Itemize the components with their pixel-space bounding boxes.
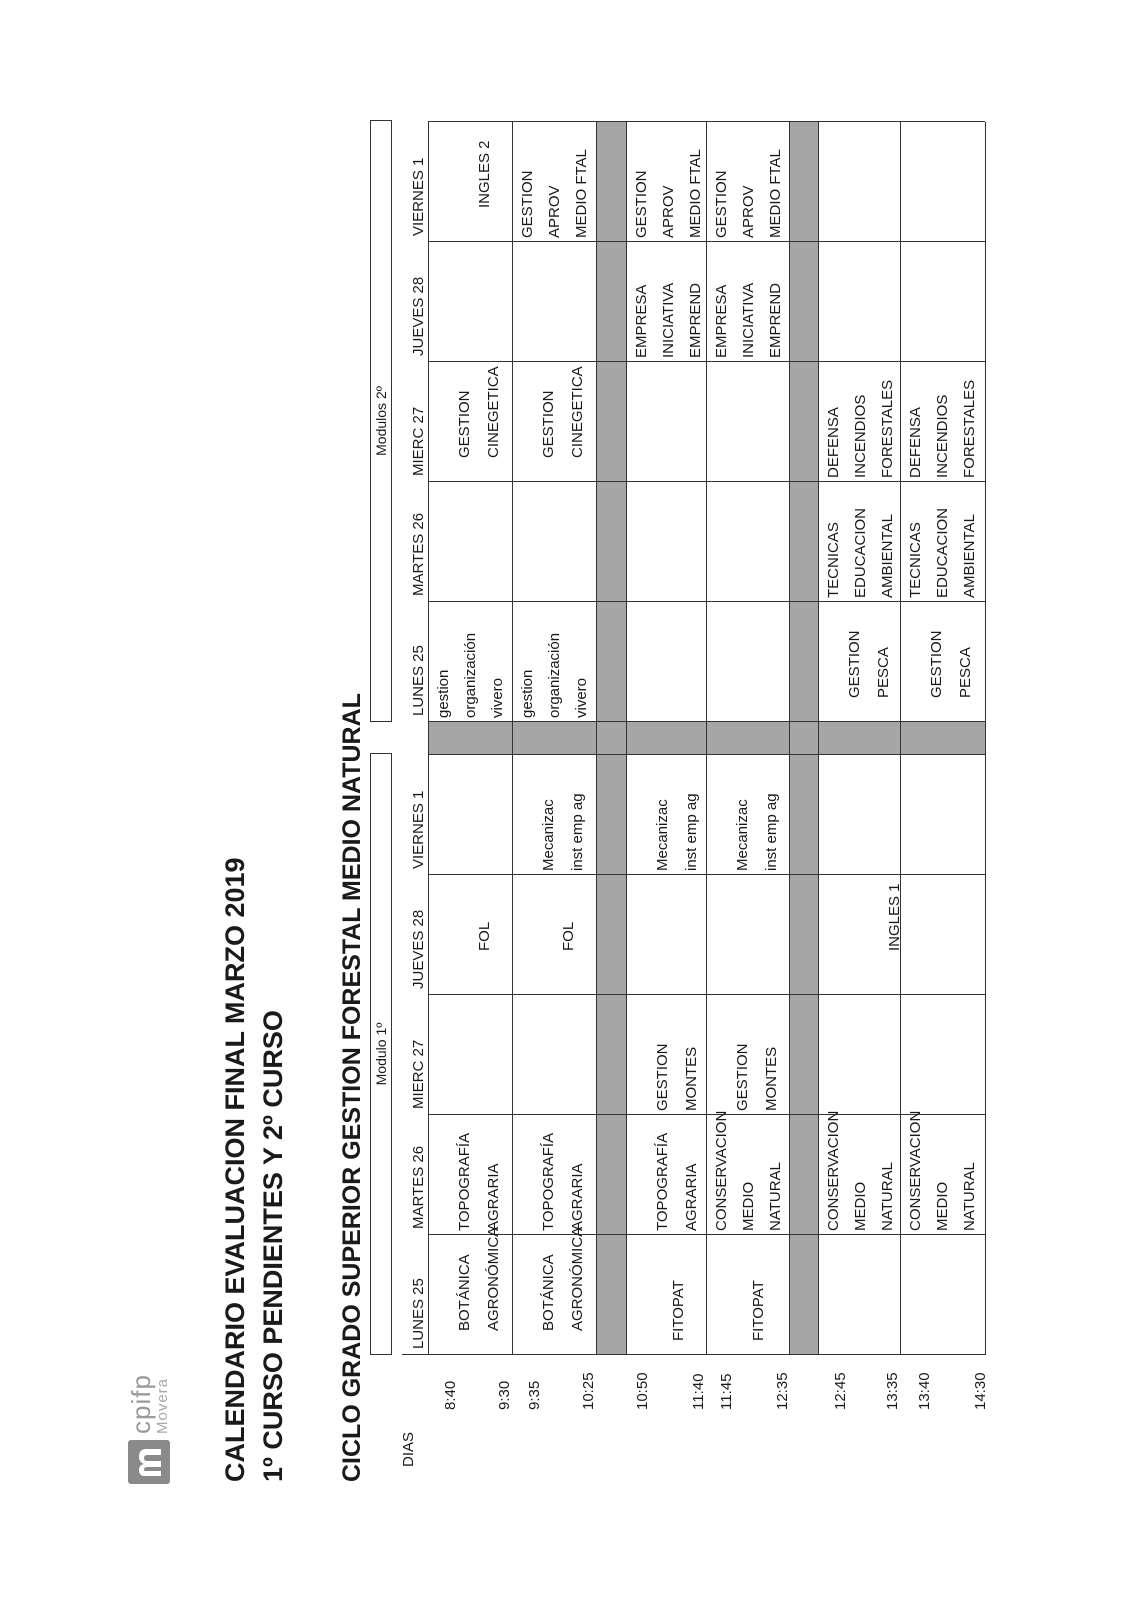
column-line bbox=[428, 361, 985, 362]
exam-cell bbox=[450, 1133, 508, 1231]
day-header: MIERC 27 bbox=[409, 406, 427, 476]
day-header: VIERNES 1 bbox=[409, 157, 427, 236]
cell-line: inst emp ag bbox=[763, 793, 780, 871]
cell-line: inst emp ag bbox=[569, 793, 586, 871]
cell-line: GESTION bbox=[713, 170, 730, 238]
cell-line: MEDIO bbox=[740, 1181, 757, 1231]
cell-line: AGRONÓMICA bbox=[485, 1226, 502, 1331]
cell-line: gestion bbox=[435, 669, 452, 718]
cell-line: AGRARIA bbox=[485, 1163, 502, 1231]
cell-line: gestion bbox=[519, 669, 536, 718]
row-line bbox=[789, 122, 790, 1355]
cell-line: GESTION bbox=[540, 390, 557, 458]
cell-line: TOPOGRAFÍA bbox=[456, 1132, 473, 1231]
column-line bbox=[428, 754, 985, 755]
cell-line: inst emp ag bbox=[683, 793, 700, 871]
day-header: VIERNES 1 bbox=[409, 790, 427, 869]
dias-label: DIAS bbox=[400, 1431, 417, 1467]
cell-line: NATURAL bbox=[961, 1162, 978, 1231]
day-header: MIERC 27 bbox=[409, 1039, 427, 1109]
exam-cell bbox=[628, 283, 709, 358]
cell-line: EMPREND bbox=[767, 282, 784, 358]
cell-line: TECNICAS bbox=[825, 522, 842, 598]
column-line bbox=[428, 481, 985, 482]
logo-subtitle: Movera bbox=[154, 1377, 171, 1434]
exam-cell bbox=[708, 1111, 789, 1231]
cell-line: EMPRESA bbox=[713, 284, 730, 358]
exam-cell bbox=[514, 633, 595, 718]
day-header: MARTES 26 bbox=[409, 512, 427, 596]
cell-line: MONTES bbox=[683, 1046, 700, 1111]
cell-line: NATURAL bbox=[767, 1162, 784, 1231]
exam-cell bbox=[430, 633, 511, 718]
cell-line: AMBIENTAL bbox=[961, 514, 978, 598]
cell-line: organización bbox=[462, 632, 479, 718]
time-label: 13:35 bbox=[884, 1372, 901, 1410]
time-label: 11:40 bbox=[690, 1373, 707, 1410]
exam-cell bbox=[708, 283, 789, 358]
cell-line: GESTION bbox=[519, 170, 536, 238]
cell-line: PESCA bbox=[957, 647, 974, 698]
cell-line: MEDIO bbox=[934, 1181, 951, 1231]
time-label: 12:35 bbox=[774, 1372, 791, 1410]
column-line bbox=[428, 874, 985, 875]
cell-line: TOPOGRAFÍA bbox=[540, 1132, 557, 1231]
cell-line: MEDIO bbox=[852, 1181, 869, 1231]
cell-line: GESTION bbox=[456, 390, 473, 458]
cell-line: FORESTALES bbox=[879, 379, 896, 478]
cell-line: GESTION bbox=[846, 630, 863, 698]
exam-cell bbox=[648, 793, 706, 871]
cell-line: AGRARIA bbox=[683, 1163, 700, 1231]
cell-line: INCENDIOS bbox=[934, 394, 951, 478]
exam-cell bbox=[534, 1227, 592, 1331]
day-header: MARTES 26 bbox=[409, 1145, 427, 1229]
cell-line: AGRARIA bbox=[569, 1163, 586, 1231]
cell-line: CINEGETICA bbox=[569, 366, 586, 458]
cell-line: FORESTALES bbox=[961, 379, 978, 478]
exam-cell bbox=[514, 149, 595, 238]
exam-cell bbox=[820, 380, 901, 478]
exam-cell: FITOPAT bbox=[750, 1280, 767, 1341]
cell-line: BOTÁNICA bbox=[456, 1254, 473, 1331]
module-1-header: Modulo 1º bbox=[370, 753, 392, 1355]
exam-cell: INGLES 1 bbox=[886, 883, 903, 951]
cell-line: APROV bbox=[546, 185, 563, 238]
column-line bbox=[428, 1234, 985, 1235]
logo-name: cpifp bbox=[126, 1374, 156, 1434]
exam-cell bbox=[648, 1043, 706, 1111]
column-line bbox=[428, 121, 985, 122]
document-title: CALENDARIO EVALUACION FINAL MARZO 2019 bbox=[220, 857, 250, 1482]
exam-cell bbox=[628, 149, 709, 238]
cell-line: PESCA bbox=[875, 647, 892, 698]
cell-line: CINEGETICA bbox=[485, 366, 502, 458]
day-header: JUEVES 28 bbox=[409, 909, 427, 989]
exam-cell: INGLES 2 bbox=[476, 140, 493, 208]
cell-line: DEFENSA bbox=[907, 407, 924, 478]
cell-line: NATURAL bbox=[879, 1162, 896, 1231]
column-line bbox=[428, 601, 985, 602]
time-label: 8:40 bbox=[442, 1380, 459, 1410]
exam-cell bbox=[840, 630, 898, 698]
exam-cell bbox=[534, 366, 592, 458]
cell-line: EMPRESA bbox=[633, 284, 650, 358]
cell-line: TECNICAS bbox=[907, 522, 924, 598]
cell-line: TOPOGRAFÍA bbox=[654, 1132, 671, 1231]
cell-line: INCENDIOS bbox=[852, 394, 869, 478]
cell-line: EMPREND bbox=[687, 282, 704, 358]
module-2-header: Modulos 2º bbox=[370, 120, 392, 722]
exam-cell bbox=[648, 1133, 706, 1231]
cell-line: DEFENSA bbox=[825, 407, 842, 478]
time-label: 13:40 bbox=[916, 1372, 933, 1410]
exam-cell bbox=[534, 1133, 592, 1231]
cell-line: GESTION bbox=[633, 170, 650, 238]
time-label: 11:45 bbox=[718, 1373, 735, 1410]
column-line bbox=[428, 721, 985, 722]
cell-line: CONSERVACION bbox=[907, 1110, 924, 1231]
exam-cell: FOL bbox=[560, 921, 577, 951]
cell-line: Mecanizac bbox=[734, 799, 751, 871]
cell-line: AGRONÓMICA bbox=[569, 1226, 586, 1331]
time-label: 9:30 bbox=[496, 1380, 513, 1410]
cell-line: vivero bbox=[489, 677, 506, 718]
exam-cell: FOL bbox=[476, 921, 493, 951]
day-header: JUEVES 28 bbox=[409, 276, 427, 356]
time-label: 14:30 bbox=[972, 1372, 989, 1410]
cell-line: GESTION bbox=[654, 1043, 671, 1111]
exam-cell bbox=[728, 1043, 786, 1111]
column-line bbox=[428, 241, 985, 242]
row-line bbox=[512, 122, 513, 1355]
exam-cell bbox=[820, 1111, 901, 1231]
time-label: 12:45 bbox=[832, 1372, 849, 1410]
cell-line: MEDIO FTAL bbox=[767, 149, 784, 238]
cell-line: EDUCACION bbox=[934, 507, 951, 598]
cell-line: CONSERVACION bbox=[713, 1110, 730, 1231]
cell-line: vivero bbox=[573, 677, 590, 718]
cell-line: AMBIENTAL bbox=[879, 514, 896, 598]
cell-line: EDUCACION bbox=[852, 507, 869, 598]
column-line bbox=[428, 994, 985, 995]
exam-cell bbox=[534, 793, 592, 871]
exam-cell bbox=[450, 366, 508, 458]
time-label: 10:50 bbox=[634, 1372, 651, 1410]
time-label: 9:35 bbox=[526, 1380, 543, 1410]
cell-line: MEDIO FTAL bbox=[573, 149, 590, 238]
row-line bbox=[985, 122, 986, 1355]
day-header: LUNES 25 bbox=[409, 1278, 427, 1349]
exam-cell bbox=[902, 508, 983, 598]
time-label: 10:25 bbox=[580, 1372, 597, 1410]
cell-line: MEDIO FTAL bbox=[687, 149, 704, 238]
cell-line: organización bbox=[546, 632, 563, 718]
cycle-title: CICLO GRADO SUPERIOR GESTION FORESTAL MEDIO NATURAL bbox=[338, 693, 366, 1482]
cell-line: Mecanizac bbox=[654, 799, 671, 871]
cell-line: CONSERVACION bbox=[825, 1110, 842, 1231]
exam-cell bbox=[450, 1227, 508, 1331]
cell-line: BOTÁNICA bbox=[540, 1254, 557, 1331]
exam-cell bbox=[902, 380, 983, 478]
cell-line: GESTION bbox=[734, 1043, 751, 1111]
row-line bbox=[596, 122, 597, 1355]
row-line bbox=[818, 122, 819, 1355]
document-subtitle: 1º CURSO PENDIENTES Y 2º CURSO bbox=[258, 1010, 288, 1482]
exam-cell: FITOPAT bbox=[670, 1280, 687, 1341]
exam-cell bbox=[922, 630, 980, 698]
cell-line: APROV bbox=[660, 185, 677, 238]
cell-line: APROV bbox=[740, 185, 757, 238]
exam-cell bbox=[902, 1111, 983, 1231]
day-header: LUNES 25 bbox=[409, 645, 427, 716]
column-line bbox=[428, 1354, 985, 1355]
cell-line: MONTES bbox=[763, 1046, 780, 1111]
exam-cell bbox=[728, 793, 786, 871]
cell-line: INICIATIVA bbox=[740, 282, 757, 358]
exam-cell bbox=[708, 149, 789, 238]
row-line bbox=[626, 122, 627, 1355]
cell-line: INICIATIVA bbox=[660, 282, 677, 358]
cell-line: Mecanizac bbox=[540, 799, 557, 871]
cell-line: GESTION bbox=[928, 630, 945, 698]
exam-cell bbox=[820, 508, 901, 598]
